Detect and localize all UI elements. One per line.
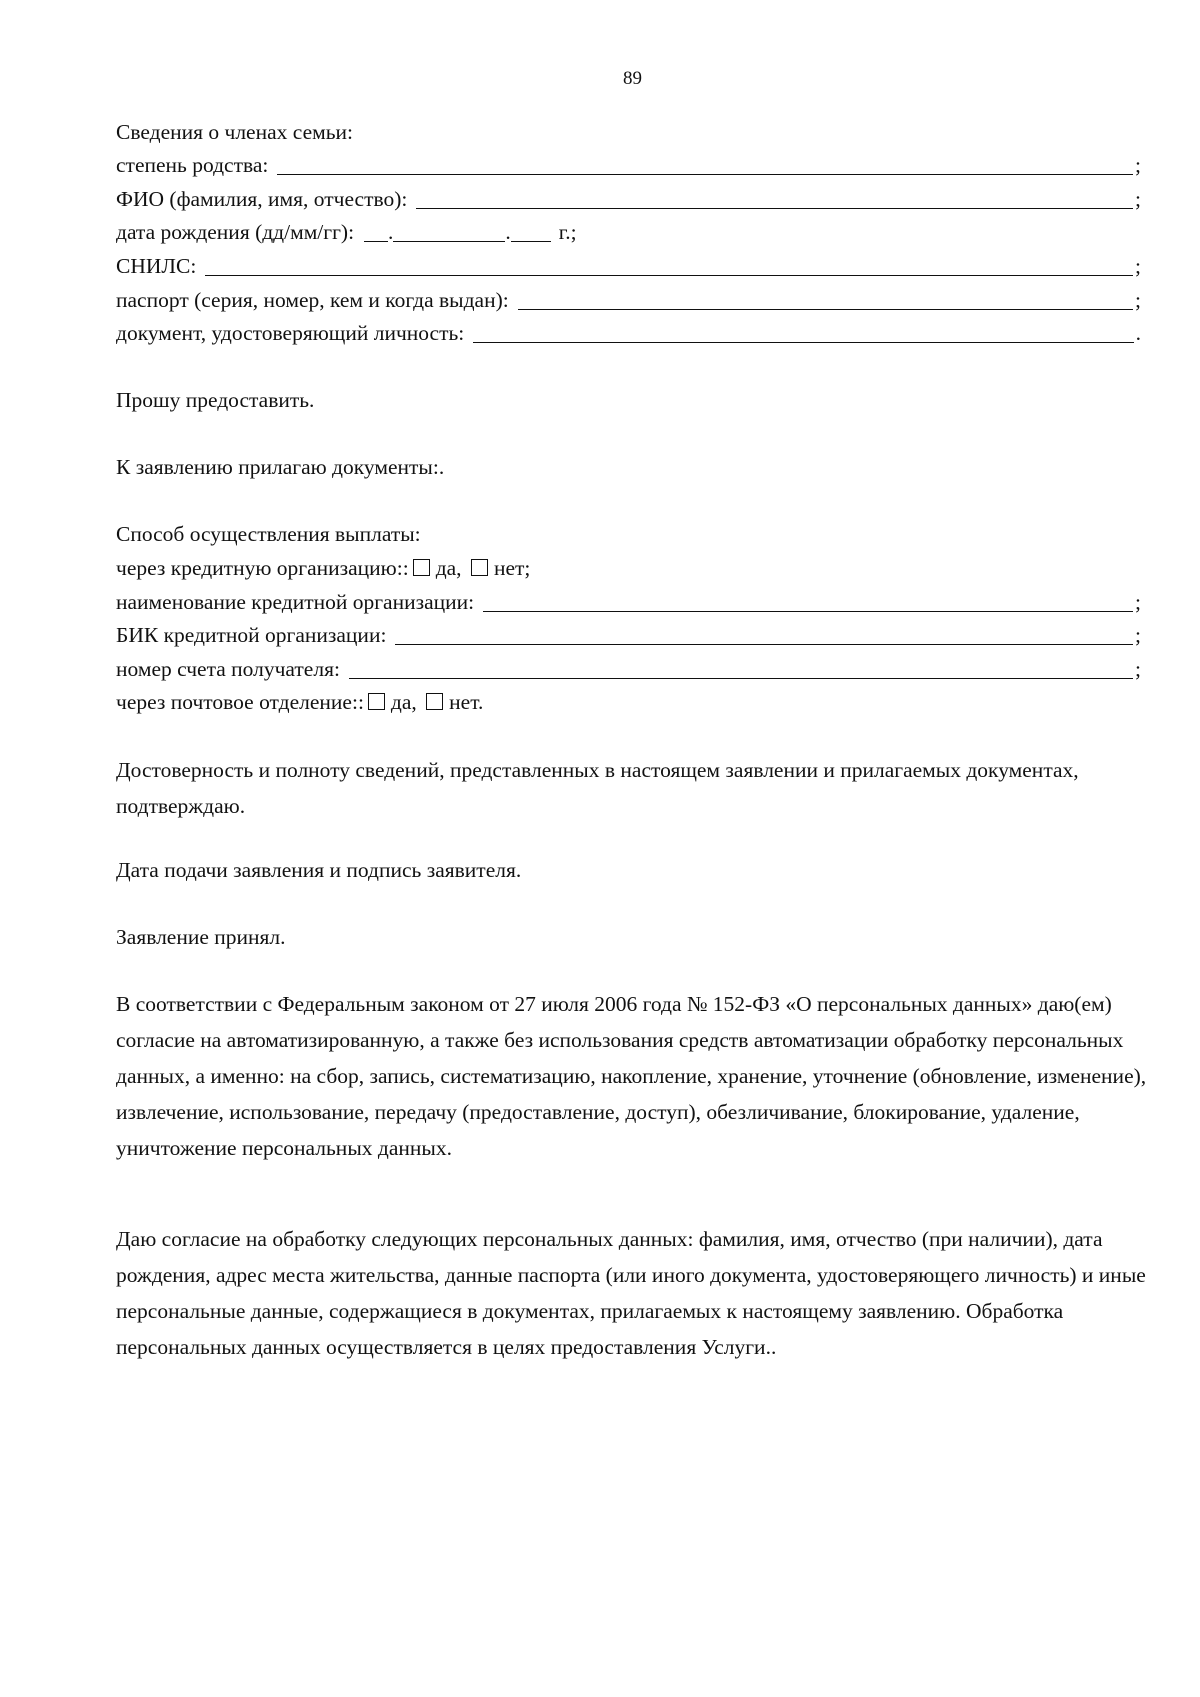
request-text: Прошу предоставить. xyxy=(116,388,315,412)
id-document-field[interactable] xyxy=(473,341,1133,343)
bik-row xyxy=(116,617,1141,653)
post-office-no-checkbox[interactable] xyxy=(426,693,443,710)
id-document-end: . xyxy=(1135,321,1141,345)
date-signature-text: Дата подачи заявления и подпись заявителя. xyxy=(116,858,522,882)
kinship-row xyxy=(116,147,1141,183)
birth-date-separator-2: . xyxy=(505,220,511,244)
payment-section-heading xyxy=(116,516,1141,552)
bank-name-row xyxy=(116,584,1141,620)
family-section-heading xyxy=(116,114,1141,150)
post-office-label: через почтовое отделение:: xyxy=(116,690,364,714)
passport-label: паспорт (серия, номер, кем и когда выдан): xyxy=(116,288,509,312)
snils-end: ; xyxy=(1135,254,1141,278)
fio-end: ; xyxy=(1135,187,1141,211)
bank-name-field[interactable] xyxy=(483,610,1133,612)
account-row xyxy=(116,651,1141,687)
snils-field[interactable] xyxy=(205,274,1133,276)
bik-label: БИК кредитной организации: xyxy=(116,623,387,647)
birth-month-field[interactable] xyxy=(393,240,505,242)
bik-field[interactable] xyxy=(395,643,1133,645)
kinship-field[interactable] xyxy=(277,173,1133,175)
id-document-label: документ, удостоверяющий личность: xyxy=(116,321,465,345)
credit-org-yes-label: да, xyxy=(435,556,462,580)
account-end: ; xyxy=(1135,657,1141,681)
kinship-label: степень родства: xyxy=(116,153,269,177)
birth-year-suffix: г.; xyxy=(558,220,577,244)
credit-org-yes-checkbox[interactable] xyxy=(413,559,430,576)
post-office-yes-checkbox[interactable] xyxy=(368,693,385,710)
consent-paragraph: В соответствии с Федеральным законом от 27 июля 2006 года № 152-ФЗ «О персональных данных» даю(ем) согласие на автоматизированную, а также без использования средств автоматизации обработку персональных данных, а именно: на сбор, запись, систематизацию, накопление, хранение, уточнение (обновление, изменение), извлечение, использование, передачу (предоставление, доступ), обезличивание, блокирование, удаление, уничтожение персональных данных. xyxy=(116,992,1147,1160)
credit-org-row xyxy=(116,550,1141,586)
consent-list-paragraph: Даю согласие на обработку следующих персональных данных: фамилия, имя, отчество (при наличии), дата рождения, адрес места жительства, данные паспорта (или иного документа, удостоверяющего личность) и иные персональные данные, содержащиеся в документах, прилагаемых к настоящему заявлению. Обработка персональных данных осуществляется в целях предоставления Услуги.. xyxy=(116,1227,1146,1359)
passport-end: ; xyxy=(1135,288,1141,312)
payment-heading-text: Способ осуществления выплаты: xyxy=(116,522,421,546)
passport-field[interactable] xyxy=(518,308,1133,310)
post-office-no-label: нет. xyxy=(449,690,484,714)
snils-label: СНИЛС: xyxy=(116,254,197,278)
birth-day-field[interactable] xyxy=(364,240,388,242)
credit-org-no-checkbox[interactable] xyxy=(471,559,488,576)
confirmation-paragraph: Достоверность и полноту сведений, представленных в настоящем заявлении и прилагаемых документах, подтверждаю. xyxy=(116,758,1079,818)
bank-name-label: наименование кредитной организации: xyxy=(116,590,475,614)
birth-year-field[interactable] xyxy=(511,240,551,242)
credit-org-no-label: нет; xyxy=(493,556,531,580)
family-heading-text: Сведения о членах семьи: xyxy=(116,120,354,144)
post-office-yes-label: да, xyxy=(390,690,417,714)
id-document-row xyxy=(116,315,1141,351)
accepted-text: Заявление принял. xyxy=(116,925,286,949)
fio-field[interactable] xyxy=(416,207,1133,209)
post-office-row xyxy=(116,684,1141,720)
bik-end: ; xyxy=(1135,623,1141,647)
account-field[interactable] xyxy=(349,677,1133,679)
fio-row xyxy=(116,181,1141,217)
snils-row xyxy=(116,248,1141,284)
passport-row xyxy=(116,282,1141,318)
attachments-text: К заявлению прилагаю документы:. xyxy=(116,455,445,479)
account-label: номер счета получателя: xyxy=(116,657,340,681)
birth-date-separator-1: . xyxy=(388,220,394,244)
page-number: 89 xyxy=(623,68,642,89)
birth-date-label: дата рождения (дд/мм/гг): xyxy=(116,220,355,244)
credit-org-label: через кредитную организацию:: xyxy=(116,556,409,580)
birth-date-row xyxy=(116,214,1141,250)
kinship-end: ; xyxy=(1135,153,1141,177)
fio-label: ФИО (фамилия, имя, отчество): xyxy=(116,187,408,211)
bank-name-end: ; xyxy=(1135,590,1141,614)
